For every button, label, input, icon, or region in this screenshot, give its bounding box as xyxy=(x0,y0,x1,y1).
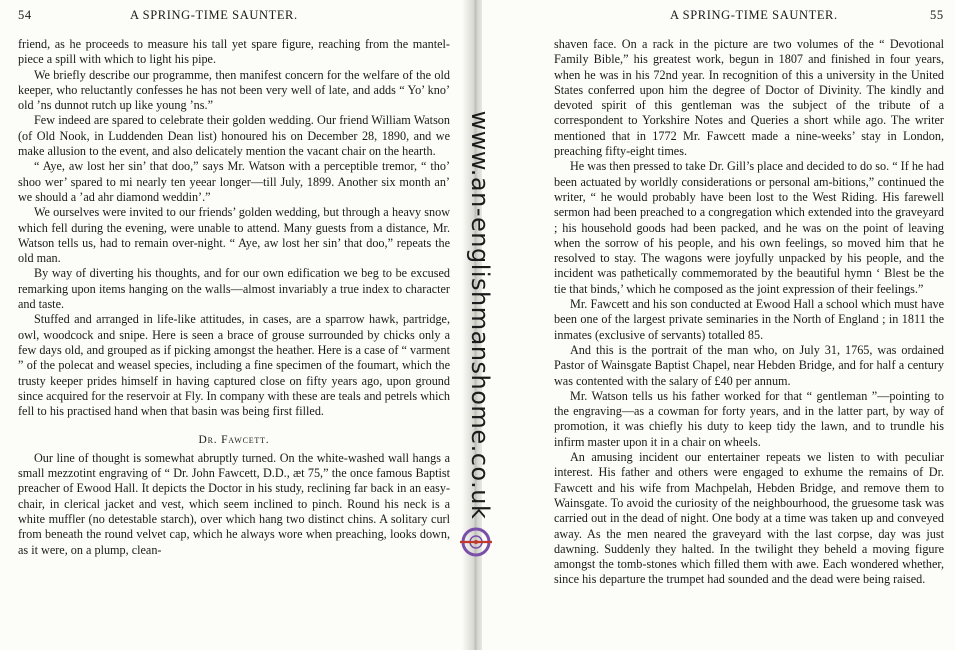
paragraph: We ourselves were invited to our friends’ golden wedding, but through a heavy snow which fell during the evening, were unable to attend. Many guests from a distance, Mr. Watson tells us, had to remain over-night. “ Aye, aw lost her sin’ that doo,” repeats the old man. xyxy=(18,205,450,266)
paragraph: He was then pressed to take Dr. Gill’s place and decided to do so. “ If he had been actuated by worldly considerations or personal am-bitions,” continued the writer, “ he would probably have been lost to the West Riding. His farewell sermon had been preached to a congregation which extended into the graveyard ; his household goods had been packed, and he was on the point of leaving when the sorrow of his people, and his own feelings, so moved him that he resolved to stay. The wagons were joyfully unpacked by his people, and the incident was pathetically commemorated by the beautiful hymn ‘ Blest be the tie that binds,’ which he composed as the joint expression of their feelings.” xyxy=(554,159,944,296)
left-page-body xyxy=(18,37,450,558)
left-page xyxy=(0,0,470,650)
right-page-body xyxy=(554,37,944,588)
running-head: A SPRING-TIME SAUNTER. xyxy=(670,8,838,22)
paragraph: And this is the portrait of the man who, on July 31, 1765, was ordained Pastor of Wainsgate Baptist Chapel, near Hebden Bridge, and for half a century was contented with the salary of £40 per annum. xyxy=(554,342,944,388)
paragraph: By way of diverting his thoughts, and for our own edification we beg to be excused remarking upon items hanging on the walls—almost invariably a true index to character and taste. xyxy=(18,266,450,312)
running-head: A SPRING-TIME SAUNTER. xyxy=(130,8,298,22)
paragraph: shaven face. On a rack in the picture are two volumes of the “ Devotional Family Bible,” his greatest work, begun in 1807 and finished in four years, when he was in his 72nd year. In recognition of this a university in the United States conferred upon him the degree of Doctor of Divinity. The kindly and devoted spirit of this gentleman was the subject of the tribute of a correspondent to Yorkshire Notes and Queries a short while ago. The writer mentioned that in 1772 Mr. Fawcett made a nine-weeks’ stay in London, preaching fifty-eight times. xyxy=(554,37,944,159)
website-watermark xyxy=(462,80,498,550)
section-heading: Dr. Fawcett. xyxy=(198,434,270,447)
paragraph: An amusing incident our entertainer repeats we listen to with peculiar interest. His father and others were engaged to exhume the remains of Dr. Fawcett and his wife from Machpelah, Hebden Bridge, and remove them to Wainsgate. To avoid the curiosity of the neighbourhood, the gruesome task was carried out in the dead of night. One body at a time was taken up and conveyed away. As the men neared the graveyard with the last corpse, day was just dawning. Suddenly they halted. In the twilight they beheld a moving figure amongst the tomb-stones which filled them with awe. Each wondered whether, since his departure the trumpet had sounded and the dead were being raised. xyxy=(554,450,944,587)
paragraph: We briefly describe our programme, then manifest concern for the welfare of the old keeper, who reluctantly confesses he has not been very well of late, and adds “ Yo’ kno’ old ’ns dunnot rutch up like young ’ns.” xyxy=(18,67,450,113)
paragraph: Our line of thought is somewhat abruptly turned. On the white-washed wall hangs a small mezzotint engraving of “ Dr. John Fawcett, D.D., æt 75,” the once famous Baptist preacher of Ewood Hall. It depicts the Doctor in his study, reclining far back in an easy-chair, in clerical jacket and vest, which seem inclined to pinch. Round his neck is a white muffler (no detestable starch), over which hang two distinct chins. A solitary curl from beneath the round velvet cap, which he always wore when preaching, looks down, as it were, on a plump, clean- xyxy=(18,450,450,557)
paragraph: friend, as he proceeds to measure his tall yet spare figure, reaching from the mantel-piece a spill with which to light his pipe. xyxy=(18,37,450,67)
paragraph: Few indeed are spared to celebrate their golden wedding. Our friend William Watson (of Old Nook, in Luddenden Dean list) honoured his on December 28, 1890, and we make allusion to the event, and also delicately mention the vacant chair on the hearth. xyxy=(18,113,450,159)
paragraph: Mr. Fawcett and his son conducted at Ewood Hall a school which must have been one of the largest private seminaries in the North of England ; in 1811 the inmates (exclusive of servants) totalled 85. xyxy=(554,297,944,342)
globe-stamp-icon xyxy=(456,522,496,562)
paragraph: Mr. Watson tells us his father worked for that “ gentleman ”—pointing to the engraving—as a cowman for forty years, and in the latter part, by way of promotion, it was chiefly his duty to keep tidy the lawn, and to trundle his infirm master upon it in a chair on wheels. xyxy=(554,388,944,449)
paragraph: “ Aye, aw lost her sin’ that doo,” says Mr. Watson with a perceptible tremor, “ tho’ shoo wer’ spared to mi nearly ten yeear longer—till July, 1899. Another six month an’ we should a ’ad ahr diamond weddin’.” xyxy=(18,159,450,204)
page-number: 54 xyxy=(18,8,32,22)
page-number: 55 xyxy=(930,8,944,22)
paragraph: Stuffed and arranged in life-like attitudes, in cases, are a sparrow hawk, partridge, owl, woodcock and snipe. Here is seen a brace of grouse surrounded by chicks only a few days old, and grouped as if picking amongst the heather. Here is a case of “ varment ” of the polecat and weasel species, including a fine specimen of the foumart, which the trusty keeper prides himself in having captured close on fifty years ago, upon ground since acquired for the reservoir at Fly. In company with these are teals and petrels which fell to his practised hand when that basin was being first filled. xyxy=(18,312,450,419)
watermark-text: www.an-englishmanshome.co.uk xyxy=(466,110,494,520)
right-page xyxy=(482,0,955,650)
